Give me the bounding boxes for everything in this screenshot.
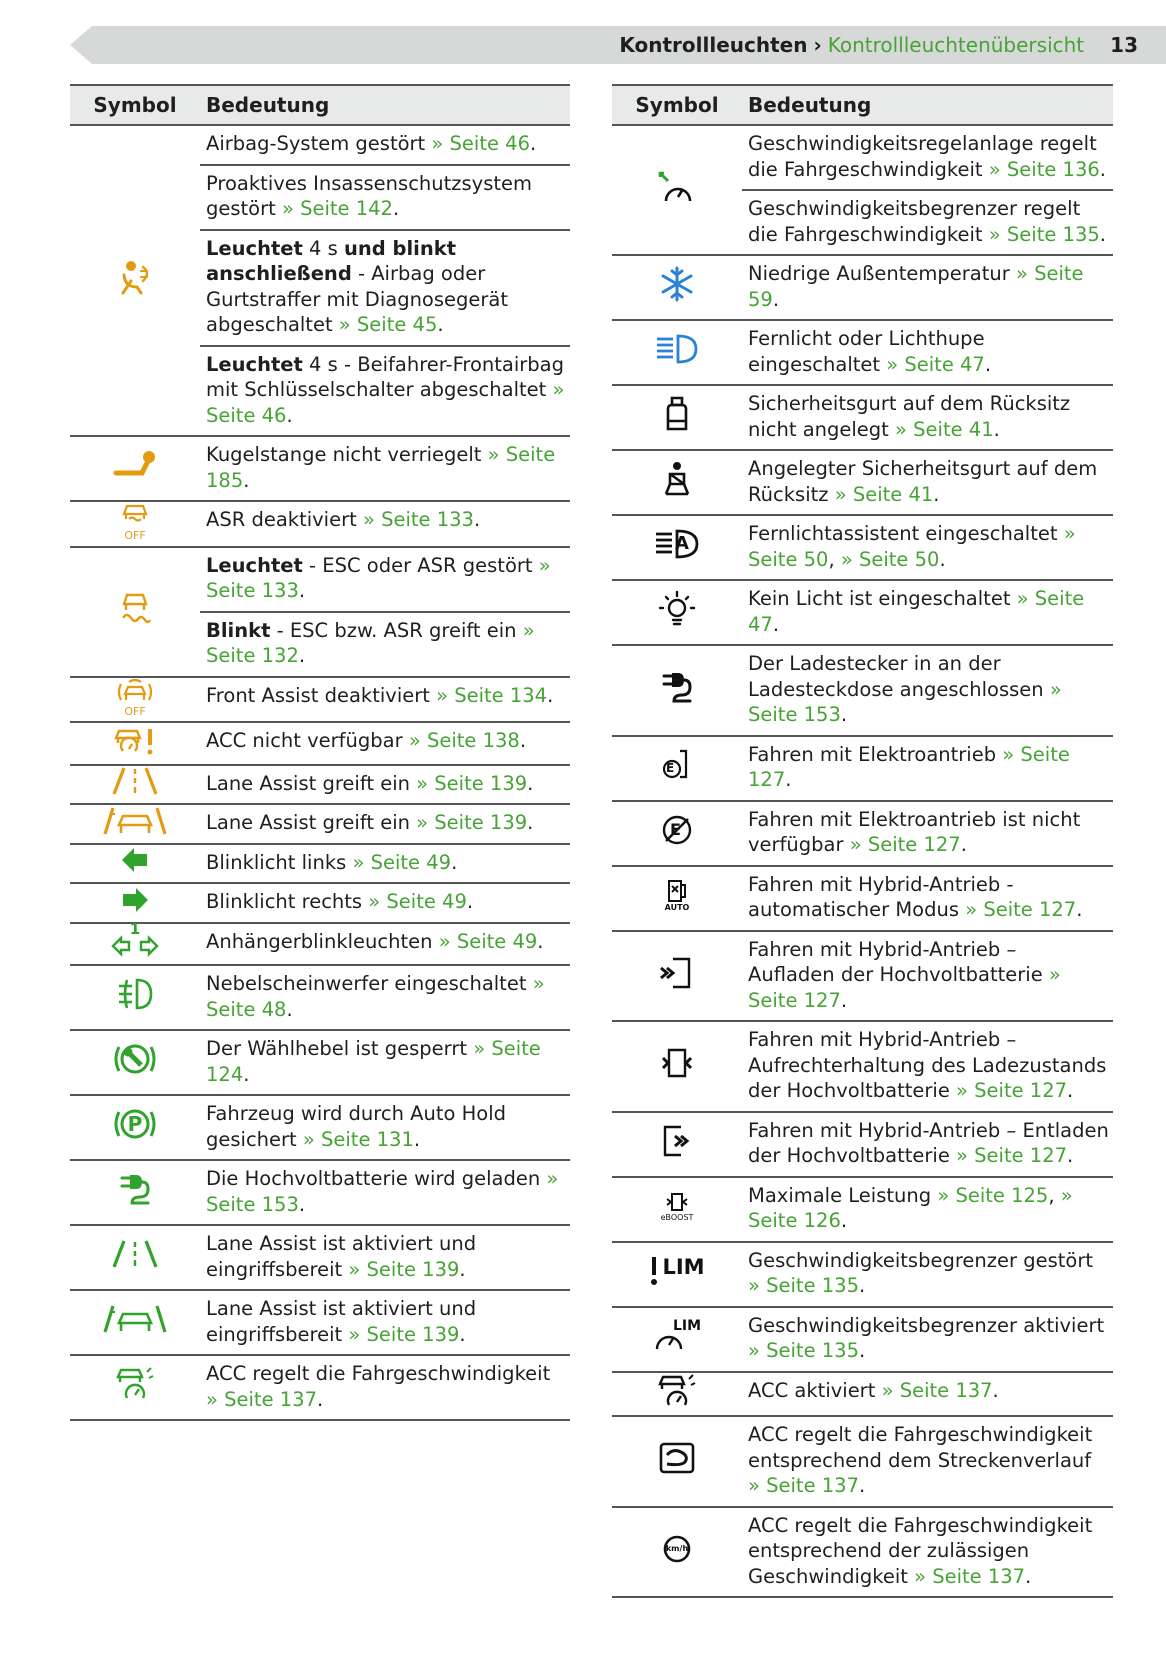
arrow-right-icon bbox=[120, 886, 150, 914]
snowflake-icon bbox=[659, 266, 695, 302]
list-item: Proaktives Insassenschutzsystem gestört » Seite 142. bbox=[200, 165, 570, 230]
page-reference[interactable]: » Seite 137 bbox=[881, 1378, 993, 1402]
list-item: Die Hochvoltbatterie wird geladen » Seite 153. bbox=[200, 1160, 570, 1225]
table-row bbox=[70, 844, 570, 884]
list-item: Fahren mit Hybrid-Antrieb - automatischer Modus » Seite 127. bbox=[742, 866, 1113, 931]
list-item: Nebelscheinwerfer eingeschaltet » Seite 48. bbox=[200, 965, 570, 1030]
table-row bbox=[70, 1030, 570, 1095]
table-row bbox=[612, 1177, 1113, 1242]
table-row bbox=[70, 965, 570, 1030]
arrow-left-icon bbox=[120, 846, 150, 874]
list-item: Blinklicht links » Seite 49. bbox=[200, 844, 570, 884]
esc-asr-icon bbox=[117, 590, 153, 626]
hybrid-charging-icon bbox=[659, 956, 695, 990]
table-row bbox=[612, 866, 1113, 931]
left-table bbox=[70, 84, 570, 1421]
page-reference[interactable]: » Seite 153 bbox=[206, 1167, 559, 1216]
page-reference[interactable]: » Seite 185 bbox=[206, 443, 556, 492]
page-reference[interactable]: » Seite 46 bbox=[206, 378, 565, 427]
list-item: Kugelstange nicht verriegelt » Seite 185. bbox=[200, 436, 570, 501]
table-row bbox=[612, 450, 1113, 515]
table-row bbox=[70, 1225, 570, 1290]
lane-assist-car-icon bbox=[103, 1304, 167, 1334]
table-row bbox=[70, 677, 570, 723]
list-item: Lane Assist ist aktiviert und eingriffsbereit » Seite 139. bbox=[200, 1290, 570, 1355]
towbar-icon bbox=[112, 449, 158, 481]
page-reference[interactable]: » Seite 46 bbox=[431, 132, 530, 155]
page-reference[interactable]: » Seite 136 bbox=[988, 157, 1100, 181]
page-reference[interactable]: » Seite 134 bbox=[436, 683, 548, 707]
lane-assist-car-icon bbox=[103, 806, 167, 836]
acc-route-icon bbox=[659, 1442, 695, 1474]
e-boost-icon bbox=[661, 1191, 694, 1222]
list-item: Geschwindigkeitsbegrenzer aktiviert » Seite 135. bbox=[742, 1307, 1113, 1372]
table-row bbox=[70, 765, 570, 805]
list-item: Lane Assist ist aktiviert und eingriffsbereit » Seite 139. bbox=[200, 1225, 570, 1290]
list-item: Fahrzeug wird durch Auto Hold gesichert » Seite 131. bbox=[200, 1095, 570, 1160]
page-reference[interactable]: » Seite 49 bbox=[368, 890, 467, 913]
page-reference[interactable]: » Seite 133 bbox=[362, 508, 474, 531]
selector-lever-locked-icon bbox=[113, 1039, 157, 1079]
list-item: Niedrige Außentemperatur » Seite 59. bbox=[742, 255, 1113, 320]
hybrid-auto-label: AUTO bbox=[664, 903, 690, 913]
page-reference[interactable]: » Seite 127 bbox=[965, 898, 1077, 921]
list-item: Blinklicht rechts » Seite 49. bbox=[200, 883, 570, 923]
asr-off-icon bbox=[118, 502, 152, 541]
airbag-warning-icon bbox=[115, 257, 155, 297]
hybrid-auto-icon bbox=[665, 879, 690, 912]
column-header-symbol: Symbol bbox=[70, 85, 200, 125]
page-reference[interactable]: » Seite 125 bbox=[937, 1183, 1049, 1207]
list-item: Fahren mit Elektroantrieb ist nicht verfügbar » Seite 127. bbox=[742, 801, 1113, 866]
column-header-symbol: Symbol bbox=[612, 85, 742, 125]
page-reference[interactable]: » Seite 49 bbox=[438, 929, 538, 953]
table-row bbox=[70, 501, 570, 547]
breadcrumb-separator: › bbox=[813, 33, 822, 57]
auto-hold-icon bbox=[113, 1104, 157, 1144]
page-reference[interactable]: » Seite 59 bbox=[748, 262, 1084, 311]
lane-assist-lines-icon bbox=[110, 766, 160, 796]
list-item: Fahren mit Hybrid-Antrieb – Entladen der Hochvoltbatterie » Seite 127. bbox=[742, 1112, 1113, 1177]
acc-unavailable-icon bbox=[113, 723, 157, 757]
page-reference[interactable]: » Seite 135 bbox=[748, 1274, 859, 1297]
list-item: Geschwindigkeitsbegrenzer gestört » Seite 135. bbox=[742, 1242, 1113, 1307]
charging-plug-icon bbox=[660, 669, 694, 705]
electric-drive-unavailable-icon bbox=[660, 813, 694, 847]
page-reference[interactable]: » Seite 127 bbox=[849, 833, 961, 856]
list-item: ACC nicht verfügbar » Seite 138. bbox=[200, 722, 570, 765]
table-row bbox=[612, 1416, 1113, 1507]
acc-regulates-icon bbox=[115, 1366, 155, 1402]
page-reference[interactable]: » Seite 50 bbox=[840, 547, 940, 571]
column-header-meaning: Bedeutung bbox=[742, 85, 1113, 125]
table-row bbox=[612, 736, 1113, 801]
high-beam-icon bbox=[654, 333, 700, 365]
table-row bbox=[612, 1372, 1113, 1417]
charging-plug-icon bbox=[118, 1171, 152, 1207]
list-item: Fernlichtassistent eingeschaltet » Seite 50, » Seite 50. bbox=[742, 515, 1113, 580]
page-reference[interactable]: » Seite 127 bbox=[956, 1079, 1068, 1102]
page-reference[interactable]: » Seite 139 bbox=[348, 1257, 460, 1281]
page-reference[interactable]: » Seite 132 bbox=[206, 618, 535, 667]
page-reference[interactable]: » Seite 127 bbox=[748, 742, 1070, 791]
front-assist-off-icon bbox=[115, 678, 155, 717]
lane-assist-lines-icon bbox=[110, 1239, 160, 1269]
chapter-title: Kontrollleuchten bbox=[619, 33, 808, 57]
high-beam-assist-label: A bbox=[675, 533, 689, 555]
table-row bbox=[612, 1021, 1113, 1112]
table-row bbox=[612, 931, 1113, 1022]
limiter-active-icon bbox=[651, 1319, 703, 1353]
page-reference[interactable]: » Seite 47 bbox=[748, 587, 1085, 636]
page-reference[interactable]: » Seite 41 bbox=[895, 417, 994, 441]
table-row bbox=[612, 385, 1113, 450]
running-header bbox=[619, 31, 1138, 59]
table-row bbox=[612, 1112, 1113, 1177]
page-reference[interactable]: » Seite 124 bbox=[206, 1037, 541, 1086]
list-item: Leuchtet 4 s und blinkt anschließend - Airbag oder Gurtstraffer mit Diagnosegerät abgeschaltet » Seite 45. bbox=[200, 230, 570, 346]
page-reference[interactable]: » Seite 153 bbox=[748, 677, 1062, 726]
table-header bbox=[612, 85, 1113, 125]
table-row bbox=[612, 255, 1113, 320]
page-reference[interactable]: » Seite 127 bbox=[748, 963, 1061, 1012]
right-table bbox=[612, 84, 1113, 1598]
list-item: Fahren mit Hybrid-Antrieb – Aufrechterhaltung des Ladezustands der Hochvoltbatterie » Seite 127. bbox=[742, 1021, 1113, 1112]
list-item: Der Wählhebel ist gesperrt » Seite 124. bbox=[200, 1030, 570, 1095]
page-reference[interactable]: » Seite 127 bbox=[956, 1144, 1068, 1167]
table-row bbox=[612, 580, 1113, 645]
list-item: ACC aktiviert » Seite 137. bbox=[742, 1372, 1113, 1417]
page-number: 13 bbox=[1110, 33, 1138, 57]
list-item: Maximale Leistung » Seite 125, » Seite 126. bbox=[742, 1177, 1113, 1242]
hybrid-discharging-icon bbox=[659, 1124, 695, 1158]
list-item: Leuchtet - ESC oder ASR gestört » Seite 133. bbox=[200, 547, 570, 612]
front-assist-off-label: OFF bbox=[124, 704, 146, 718]
table-row bbox=[612, 320, 1113, 385]
table-row bbox=[612, 1242, 1113, 1307]
limiter-fault-label: LIM bbox=[662, 1254, 705, 1279]
page-reference[interactable]: » Seite 135 bbox=[988, 222, 1100, 246]
page-reference[interactable]: » Seite 50 bbox=[748, 522, 1076, 571]
page-reference[interactable]: » Seite 41 bbox=[834, 482, 934, 506]
column-header-meaning: Bedeutung bbox=[200, 85, 570, 125]
trailer-indicator-icon bbox=[110, 919, 160, 958]
page-reference[interactable]: » Seite 139 bbox=[416, 811, 528, 834]
acc-active-icon bbox=[657, 1373, 697, 1409]
page-reference[interactable]: » Seite 48 bbox=[206, 972, 545, 1021]
table-row bbox=[70, 883, 570, 923]
limiter-fault-icon bbox=[649, 1255, 704, 1287]
table-row bbox=[70, 547, 570, 612]
list-item: Geschwindigkeitsbegrenzer regelt die Fahrgeschwindigkeit » Seite 135. bbox=[742, 190, 1113, 255]
auto-hold-label: P bbox=[127, 1112, 143, 1137]
page-reference[interactable]: » Seite 137 bbox=[914, 1564, 1026, 1588]
page-reference[interactable]: » Seite 139 bbox=[416, 771, 528, 795]
table-row bbox=[612, 1307, 1113, 1372]
table-row bbox=[612, 645, 1113, 736]
list-item: ACC regelt die Fahrgeschwindigkeit » Seite 137. bbox=[200, 1355, 570, 1420]
table-row bbox=[70, 1355, 570, 1420]
list-item: ACC regelt die Fahrgeschwindigkeit entsprechend dem Streckenverlauf » Seite 137. bbox=[742, 1416, 1113, 1507]
list-item: Anhängerblinkleuchten » Seite 49. bbox=[200, 923, 570, 966]
list-item: Fahren mit Hybrid-Antrieb – Aufladen der Hochvoltbatterie » Seite 127. bbox=[742, 931, 1113, 1022]
list-item: ACC regelt die Fahrgeschwindigkeit entsprechend der zulässigen Geschwindigkeit » Seite 137. bbox=[742, 1507, 1113, 1598]
table-row bbox=[70, 1160, 570, 1225]
list-item: Blinkt - ESC bzw. ASR greift ein » Seite 132. bbox=[200, 612, 570, 677]
limiter-active-label: LIM bbox=[673, 1317, 702, 1334]
list-item: Fernlicht oder Lichthupe eingeschaltet » Seite 47. bbox=[742, 320, 1113, 385]
table-row bbox=[70, 436, 570, 501]
list-item: Geschwindigkeitsregelanlage regelt die Fahrgeschwindigkeit » Seite 136. bbox=[742, 125, 1113, 190]
electric-drive-icon bbox=[660, 747, 694, 783]
list-item: Airbag-System gestört » Seite 46. bbox=[200, 125, 570, 165]
table-row bbox=[70, 722, 570, 765]
page-reference[interactable]: » Seite 138 bbox=[408, 729, 520, 752]
table-row bbox=[612, 125, 1113, 190]
rear-seatbelt-unfastened-icon bbox=[664, 395, 690, 433]
list-item: Lane Assist greift ein » Seite 139. bbox=[200, 804, 570, 844]
table-header bbox=[70, 85, 570, 125]
page-reference[interactable]: » Seite 126 bbox=[748, 1183, 1073, 1232]
table-row bbox=[70, 125, 570, 165]
table-row bbox=[612, 1507, 1113, 1598]
page-reference[interactable]: » Seite 131 bbox=[302, 1127, 414, 1151]
electric-drive-unavailable-label: E bbox=[670, 819, 681, 839]
trailer-indicator-label: 1 bbox=[129, 919, 141, 938]
section-title: Kontrollleuchtenübersicht bbox=[827, 33, 1085, 57]
table-row bbox=[612, 801, 1113, 866]
electric-drive-label: E bbox=[666, 760, 675, 775]
list-item: Fahren mit Elektroantrieb » Seite 127. bbox=[742, 736, 1113, 801]
page-reference[interactable]: » Seite 137 bbox=[748, 1474, 859, 1497]
page-reference[interactable]: » Seite 45 bbox=[338, 313, 438, 336]
fog-light-icon bbox=[115, 976, 155, 1012]
table-row bbox=[70, 804, 570, 844]
list-item: Leuchtet 4 s - Beifahrer-Frontairbag mit Schlüsselschalter abgeschaltet » Seite 46. bbox=[200, 346, 570, 437]
hybrid-hold-icon bbox=[659, 1046, 695, 1080]
cruise-control-icon bbox=[656, 169, 698, 205]
acc-speed-limit-icon bbox=[662, 1534, 692, 1564]
rear-seatbelt-fastened-icon bbox=[662, 460, 692, 498]
page-reference[interactable]: » Seite 49 bbox=[352, 850, 452, 874]
asr-off-label: OFF bbox=[124, 529, 146, 542]
table-row bbox=[612, 515, 1113, 580]
high-beam-assist-icon bbox=[653, 528, 701, 560]
list-item: Lane Assist greift ein » Seite 139. bbox=[200, 765, 570, 805]
list-item: Angelegter Sicherheitsgurt auf dem Rücksitz » Seite 41. bbox=[742, 450, 1113, 515]
list-item: Front Assist deaktiviert » Seite 134. bbox=[200, 677, 570, 723]
page-reference[interactable]: » Seite 139 bbox=[348, 1322, 460, 1346]
page-reference[interactable]: » Seite 135 bbox=[748, 1339, 859, 1362]
page-reference[interactable]: » Seite 47 bbox=[886, 352, 985, 376]
no-light-icon bbox=[658, 590, 696, 628]
acc-speed-limit-label: km/h bbox=[665, 1543, 689, 1553]
page-reference[interactable]: » Seite 137 bbox=[206, 1387, 317, 1411]
table-row bbox=[70, 1095, 570, 1160]
table-row bbox=[70, 923, 570, 966]
page-reference[interactable]: » Seite 133 bbox=[206, 553, 551, 602]
list-item: Kein Licht ist eingeschaltet » Seite 47. bbox=[742, 580, 1113, 645]
page-reference[interactable]: » Seite 142 bbox=[281, 197, 393, 220]
table-row bbox=[70, 1290, 570, 1355]
e-boost-label: eBOOST bbox=[660, 1213, 694, 1223]
list-item: ASR deaktiviert » Seite 133. bbox=[200, 501, 570, 547]
list-item: Sicherheitsgurt auf dem Rücksitz nicht angelegt » Seite 41. bbox=[742, 385, 1113, 450]
list-item: Der Ladestecker in an der Ladesteckdose angeschlossen » Seite 153. bbox=[742, 645, 1113, 736]
